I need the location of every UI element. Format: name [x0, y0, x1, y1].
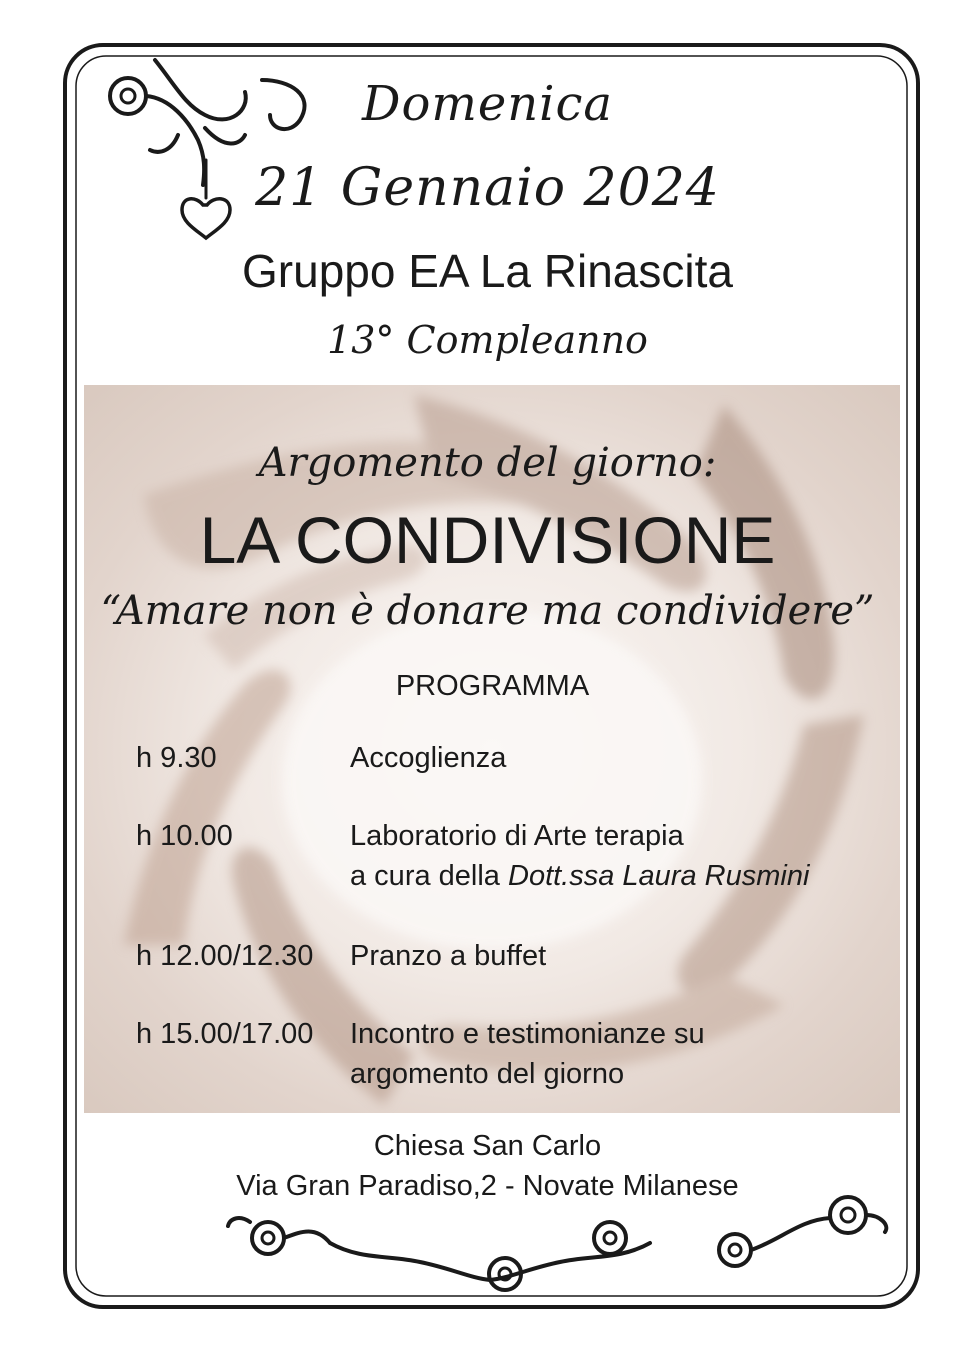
program-activity: Laboratorio di Arte terapia [350, 820, 684, 852]
program-time: h 15.00/17.00 [136, 1018, 314, 1050]
swirl-divider-ornament-icon [228, 1197, 886, 1290]
program-time: h 12.00/12.30 [136, 940, 314, 972]
venue-address: Via Gran Paradiso,2 - Novate Milanese [236, 1170, 739, 1202]
program-activity-detail [350, 860, 809, 893]
program-activity: Incontro e testimonianze su [350, 1018, 705, 1050]
event-date: 21 Gennaio 2024 [255, 158, 720, 218]
program-time: h 9.30 [136, 742, 217, 774]
program-title: PROGRAMMA [395, 670, 590, 702]
group-name: Gruppo EA La Rinascita [242, 245, 733, 297]
program-activity: Pranzo a buffet [350, 940, 547, 972]
topic-title: LA CONDIVISIONE [199, 503, 776, 577]
program-activity: argomento del giorno [350, 1058, 625, 1090]
topic-motto: “Amare non è donare ma condividere” [100, 588, 875, 634]
topic-label: Argomento del giorno: [258, 440, 717, 486]
program-activity: Accoglienza [350, 742, 507, 774]
anniversary: 13° Compleanno [327, 318, 648, 362]
speaker-name: Dott.ssa Laura Rusmini [508, 860, 810, 892]
venue-name: Chiesa San Carlo [373, 1130, 602, 1162]
event-day: Domenica [361, 76, 614, 132]
program-time: h 10.00 [136, 820, 233, 852]
program-activity-prefix: a cura della [350, 860, 508, 892]
